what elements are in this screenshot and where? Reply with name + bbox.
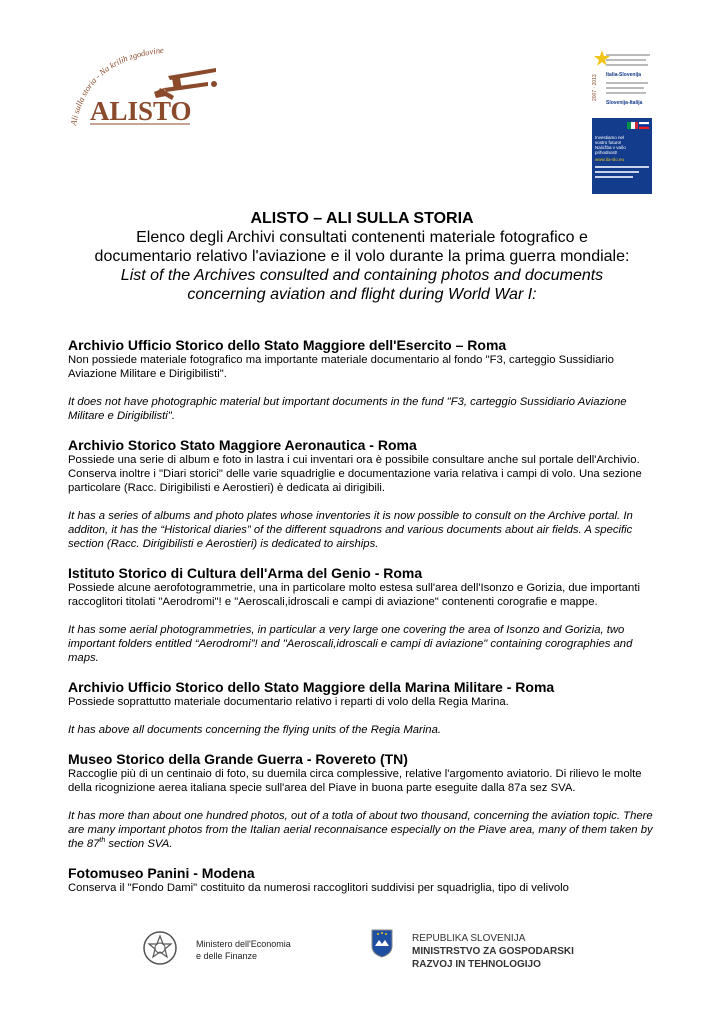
archive-title: Museo Storico della Grande Guerra - Rovereto (TN) (68, 751, 408, 767)
subtitle-en-line1: List of the Archives consulted and containing photos and documents (120, 267, 604, 284)
italian-emblem-icon (140, 928, 180, 968)
archive-title: Archivio Storico Stato Maggiore Aeronautica - Roma (68, 437, 417, 453)
svg-text:Slovenija-Italija: Slovenija-Italija (606, 100, 643, 106)
archive-title: Istituto Storico di Cultura dell'Arma del Genio - Roma (68, 565, 423, 581)
svg-text:Italia-Slovenija: Italia-Slovenija (606, 72, 642, 78)
alisto-logo (68, 44, 218, 136)
archive-description-en-text: It has more than about one hundred photos, out of a totla of about two thousand, concerning the aviation topic. There are many important photos from the Italian aerial reconnaisance especially on the Piave area, many of them taken by the 87 (68, 810, 653, 850)
archive-description-en: It does not have photographic material but important documents in the fund "F3, carteggio Sussidiario Aviazione Militare e Dirigibilisti". (68, 396, 627, 422)
slovenian-ministry-label (412, 932, 574, 971)
interreg-slogan: Investiamo nel vostro futuro! Naložba v vašo prihodnost! (595, 135, 626, 155)
archive-description-it: Non possiede materiale fotografico ma importante materiale documentario al fondo "F3, carteggio Sussidiario Aviazione Militare e Dirigibilisti". (68, 354, 614, 380)
archive-description-en (68, 809, 658, 851)
subtitle-it-line2: documentario relativo l'aviazione e il volo durante la prima guerra mondiale: (94, 248, 630, 265)
flags-icon (627, 122, 649, 129)
logo-text: ALISTO (90, 96, 192, 126)
archive-description-it: Possiede una serie di album e foto in lastra i cui inventari ora è possibile consultare anche sul portale dell'Archivio. Conserva inoltre i "Diari storici" delle varie squadriglie e documentazione varia relativa i campi di volo. Una sezione particolare (Racc. Dirigibilisti e Aerostieri) è dedicata ai dirigibili. (68, 454, 642, 494)
mef-line2: e delle Finanze (196, 951, 258, 961)
archive-description-it: Conserva il "Fondo Dami" costituito da numerosi raccoglitori suddivisi per squadriglia, tipo di velivolo (68, 882, 569, 894)
title-block (40, 209, 684, 304)
slovenian-coat-of-arms-icon (370, 928, 394, 958)
footer-logos (140, 926, 590, 976)
logo-tagline: Ali sulla storia - Na krilih zgodovine (68, 44, 165, 127)
mef-line1: Ministero dell'Economia (196, 939, 291, 949)
archive-section (68, 751, 658, 851)
subtitle-it-line1: Elenco degli Archivi consultati contenenti materiale fotografico e (136, 229, 588, 246)
archive-description-en: It has some aerial photogrammetries, in particular a very large one covering the area of Isonzo and Gorizia, two important folders entitled “Aerodromi”! and "Aeroscali,idroscali e campi di aviazione" containing corographies and maps. (68, 624, 633, 664)
archive-section (68, 437, 658, 551)
archive-title: Fotomuseo Panini - Modena (68, 865, 255, 881)
ordinal-suffix: th (99, 837, 106, 845)
interreg-url: www.ita-slo.eu (595, 157, 625, 162)
si-line1: REPUBLIKA SLOVENIJA (412, 933, 526, 944)
archive-description-it: Raccoglie più di un centinaio di foto, su duemila circa complessive, relative l'argomento aviatorio. Di rilievo le molte della ricognizione aerea italiana specie sull'area del Piave in buona parte eseguite dalla 87a sez SVA. (68, 768, 642, 794)
archive-section (68, 865, 658, 895)
page-title: ALISTO – ALI SULLA STORIA (250, 210, 474, 227)
archive-description-en-tail: section SVA. (105, 838, 173, 850)
star-icon (594, 50, 610, 66)
archive-title: Archivio Ufficio Storico dello Stato Maggiore dell'Esercito – Roma (68, 337, 507, 353)
mef-label (196, 938, 291, 962)
interreg-logo (592, 46, 652, 196)
svg-text:2007 · 2013: 2007 · 2013 (592, 74, 598, 101)
archive-section (68, 679, 658, 737)
archive-description-en: It has above all documents concerning the flying units of the Regia Marina. (68, 724, 442, 736)
archive-title: Archivio Ufficio Storico dello Stato Maggiore della Marina Militare - Roma (68, 679, 555, 695)
archive-list (68, 337, 658, 909)
archive-section (68, 337, 658, 423)
si-line3: RAZVOJ IN TEHNOLOGIJO (412, 959, 541, 970)
si-line2: MINISTRSTVO ZA GOSPODARSKI (412, 946, 574, 957)
archive-section (68, 565, 658, 665)
archive-description-en: It has a series of albums and photo plates whose inventories it is now possible to consult on the Archive portal. In additon, it has the “Historical diaries” of the different squadrons and various documents about air fields. A specific section (Racc. Dirigibilisti e Aerostieri) is dedicated to airships. (68, 510, 633, 550)
archive-description-it: Possiede soprattutto materiale documentario relativo i reparti di volo della Regia Marina. (68, 696, 509, 708)
archive-description-it: Possiede alcune aerofotogrammetrie, una in particolare molto estesa sull'area dell'Isonzo e Gorizia, due importanti raccoglitori titolati "Aerodromi"! e "Aeroscali,idroscali e campi di aviazione" contenenti corografie e mappe. (68, 582, 640, 608)
subtitle-en-line2: concerning aviation and flight during World War I: (187, 286, 537, 303)
